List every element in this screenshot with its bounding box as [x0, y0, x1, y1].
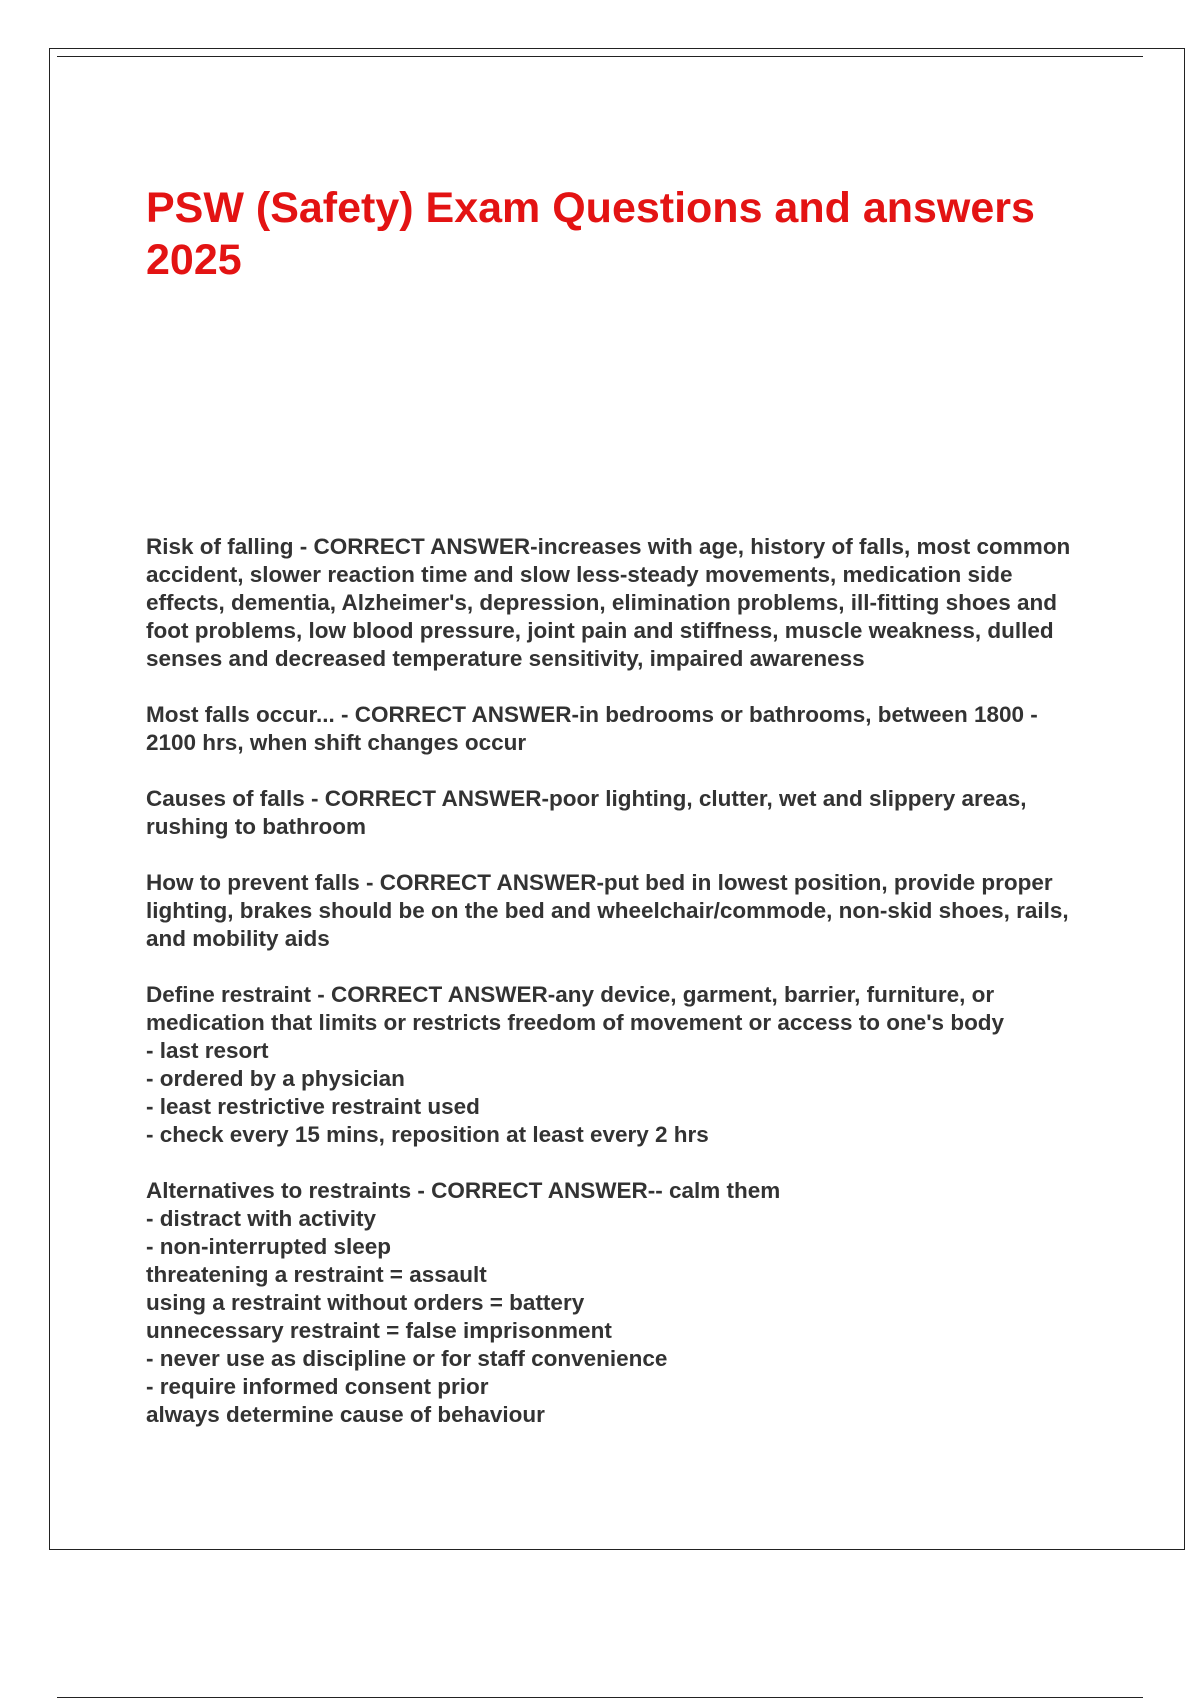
document-title: PSW (Safety) Exam Questions and answers 2025: [146, 184, 1035, 284]
qa-text: Alternatives to restraints - CORRECT ANSWER-- calm them: [146, 1178, 781, 1203]
qa-text: Most falls occur... - CORRECT ANSWER-in bedrooms or bathrooms, between 1800 - 2100 hrs, when shift changes occur: [146, 702, 1038, 755]
qa-item-prevent-falls: [146, 869, 1091, 953]
qa-item-alternatives-to-restraints: [146, 1177, 1091, 1429]
qa-bullet: - least restrictive restraint used: [146, 1094, 480, 1119]
qa-list: [146, 533, 1091, 1457]
bottom-rule: [57, 1697, 1143, 1698]
qa-text: Define restraint - CORRECT ANSWER-any device, garment, barrier, furniture, or medication that limits or restricts freedom of movement or access to one's body: [146, 982, 1005, 1035]
qa-bullet: - non-interrupted sleep: [146, 1234, 392, 1259]
qa-text: How to prevent falls - CORRECT ANSWER-put bed in lowest position, provide proper lighting, brakes should be on the bed and wheelchair/commode, non-skid shoes, rails, and mobility aids: [146, 870, 1069, 951]
qa-text: Causes of falls - CORRECT ANSWER-poor lighting, clutter, wet and slippery areas, rushing to bathroom: [146, 786, 1027, 839]
qa-bullet: - distract with activity: [146, 1206, 377, 1231]
qa-line: threatening a restraint = assault: [146, 1262, 487, 1287]
qa-bullet: - last resort: [146, 1038, 269, 1063]
qa-item-causes-of-falls: [146, 785, 1091, 841]
qa-item-risk-of-falling: [146, 533, 1091, 673]
qa-text: Risk of falling - CORRECT ANSWER-increases with age, history of falls, most common accident, slower reaction time and slow less-steady movements, medication side effects, dementia, Alzheimer's, depression, elimination problems, ill-fitting shoes and foot problems, low blood pressure, joint pain and stiffness, muscle weakness, dulled senses and decreased temperature sensitivity, impaired awareness: [146, 534, 1071, 671]
qa-item-define-restraint: [146, 981, 1091, 1149]
qa-bullet: - ordered by a physician: [146, 1066, 405, 1091]
qa-bullet: - check every 15 mins, reposition at least every 2 hrs: [146, 1122, 709, 1147]
qa-line: using a restraint without orders = battery: [146, 1290, 585, 1315]
qa-bullet: - require informed consent prior: [146, 1374, 489, 1399]
qa-bullet: - never use as discipline or for staff convenience: [146, 1346, 668, 1371]
qa-item-most-falls-occur: [146, 701, 1091, 757]
qa-line: always determine cause of behaviour: [146, 1402, 545, 1427]
qa-line: unnecessary restraint = false imprisonment: [146, 1318, 612, 1343]
